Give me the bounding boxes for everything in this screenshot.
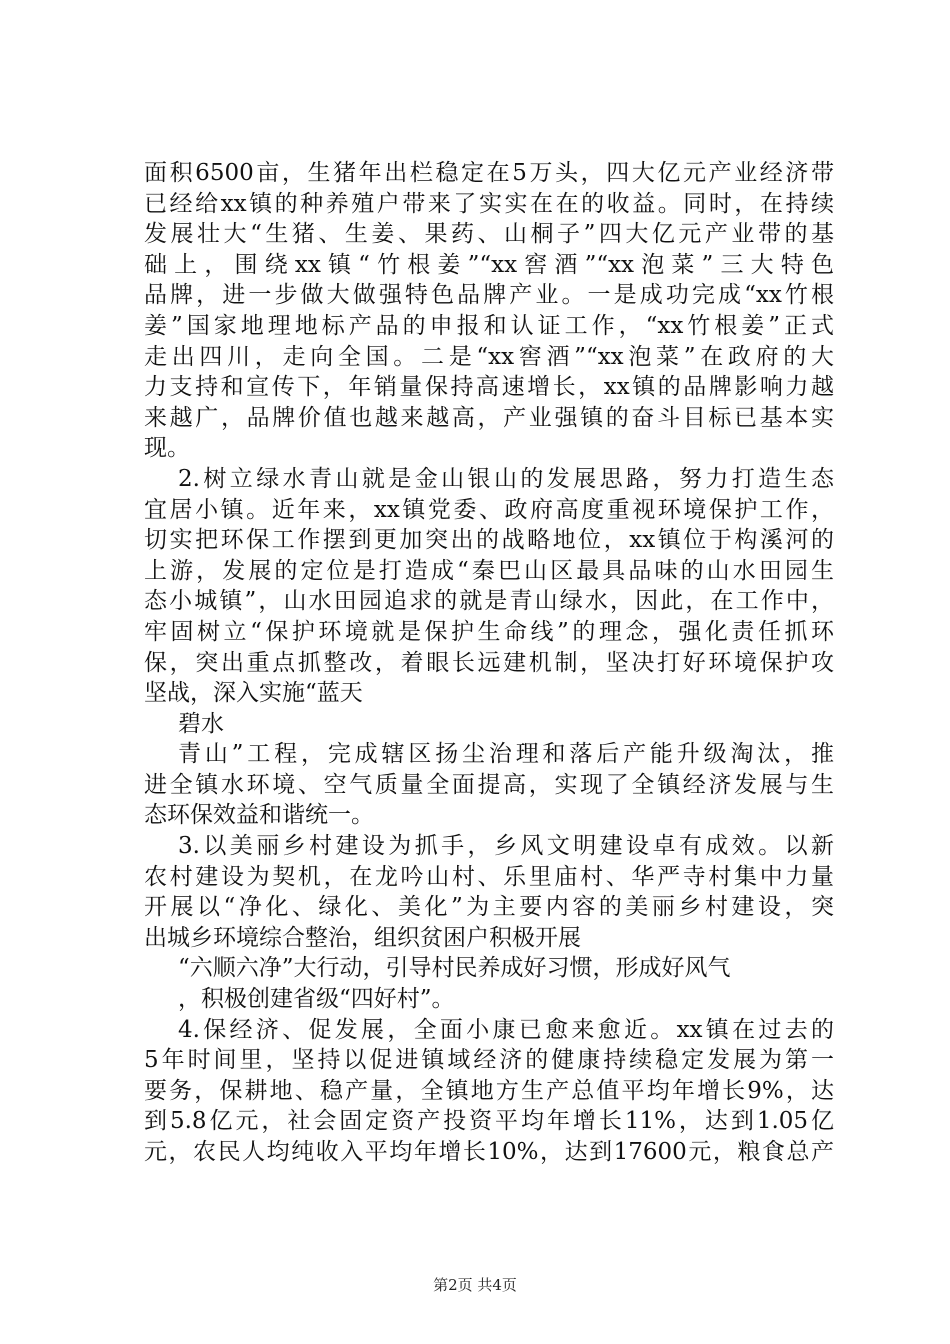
- text-line: 现。: [144, 435, 190, 462]
- text-line: 面积6500亩，生猪年出栏稳定在5万头，四大亿元产业经济带: [144, 160, 834, 186]
- text-line: 农村建设为契机，在龙吟山村、乐里庙村、华严寺村集中力量: [144, 863, 834, 890]
- text-line: 态小城镇”，山水田园追求的就是青山绿水，因此，在工作中，: [144, 588, 834, 615]
- text-line: 2.树立绿水青山就是金山银山的发展思路，努力打造生态: [178, 465, 834, 492]
- text-line: 碧水: [178, 710, 224, 737]
- text-line: 3.以美丽乡村建设为抓手，乡风文明建设卓有成效。以新: [178, 833, 834, 860]
- text-line: 保，突出重点抓整改，着眼长远建机制，坚决打好环境保护攻: [144, 649, 834, 676]
- text-line: 姜”国家地理地标产品的申报和认证工作，“xx竹根姜”正式: [144, 312, 834, 339]
- text-line: 态环保效益和谐统一。: [144, 802, 374, 829]
- text-line: 来越广，品牌价值也越来越高，产业强镇的奋斗目标已基本实: [144, 404, 834, 431]
- text-line: 4.保经济、促发展，全面小康已愈来愈近。xx镇在过去的: [178, 1016, 834, 1043]
- text-line: 到5.8亿元，社会固定资产投资平均年增长11%，达到1.05亿: [144, 1108, 834, 1135]
- text-line: 品牌，进一步做大做强特色品牌产业。一是成功完成“xx竹根: [144, 282, 834, 309]
- text-line: 5年时间里，坚持以促进镇域经济的健康持续稳定发展为第一: [144, 1047, 834, 1074]
- text-line: 开展以“净化、绿化、美化”为主要内容的美丽乡村建设，突: [144, 894, 834, 921]
- text-line: 出城乡环境综合整治，组织贫困户积极开展: [144, 924, 581, 951]
- page-number-footer: 第2页 共4页: [433, 1276, 517, 1294]
- text-line: 已经给xx镇的种养殖户带来了实实在在的收益。同时，在持续: [144, 190, 834, 217]
- text-line: 上游，发展的定位是打造成“秦巴山区最具品味的山水田园生: [144, 557, 834, 584]
- text-line: “六顺六净”大行动，引导村民养成好习惯，形成好风气: [178, 955, 731, 982]
- text-line: 切实把环保工作摆到更加突出的战略地位，xx镇位于构溪河的: [144, 527, 834, 554]
- text-line: 元，农民人均纯收入平均年增长10%，达到17600元，粮食总产: [144, 1139, 834, 1165]
- text-line: 宜居小镇。近年来，xx镇党委、政府高度重视环境保护工作，: [144, 496, 834, 523]
- text-line: 走出四川，走向全国。二是“xx窖酒”“xx泡菜”在政府的大: [144, 343, 834, 370]
- text-line: 要务，保耕地、稳产量，全镇地方生产总值平均年增长9%，达: [144, 1077, 834, 1104]
- text-line: 力支持和宣传下，年销量保持高速增长，xx镇的品牌影响力越: [144, 374, 834, 401]
- text-line: 发展壮大“生猪、生姜、果药、山桐子”四大亿元产业带的基: [144, 221, 834, 248]
- text-line: 础上，围绕xx镇“竹根姜”“xx窖酒”“xx泡菜”三大特色: [144, 251, 834, 278]
- text-line: 坚战，深入实施“蓝天: [144, 680, 363, 707]
- text-line: 青山”工程，完成辖区扬尘治理和落后产能升级淘汰，推: [178, 741, 834, 768]
- text-line: 进全镇水环境、空气质量全面提高，实现了全镇经济发展与生: [144, 771, 834, 798]
- text-line: 牢固树立“保护环境就是保护生命线”的理念，强化责任抓环: [144, 618, 834, 645]
- document-body: [144, 158, 834, 1168]
- text-line: ，积极创建省级“四好村”。: [178, 986, 455, 1013]
